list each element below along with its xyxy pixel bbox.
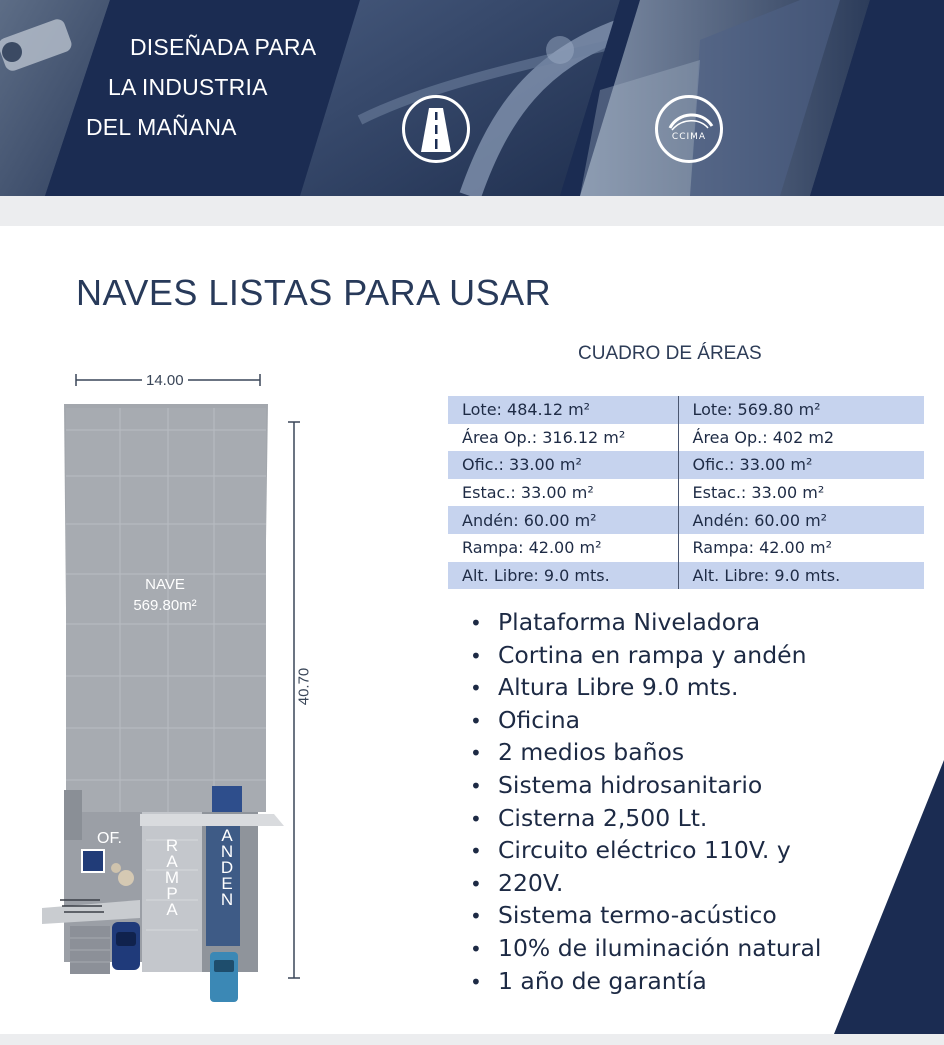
footer-band bbox=[0, 1034, 944, 1045]
feature-text: Altura Libre 9.0 mts. bbox=[498, 673, 739, 702]
road-icon bbox=[402, 95, 470, 163]
table-cell-right: Alt. Libre: 9.0 mts. bbox=[678, 562, 924, 590]
list-item bbox=[470, 867, 821, 900]
bullet-icon: • bbox=[470, 839, 482, 864]
bullet-icon: • bbox=[470, 773, 482, 798]
anden-letter: A bbox=[221, 826, 233, 845]
list-item bbox=[470, 834, 821, 867]
table-row bbox=[448, 396, 924, 424]
list-item bbox=[470, 802, 821, 835]
bullet-icon: • bbox=[470, 611, 482, 635]
feature-text: Cisterna 2,500 Lt. bbox=[498, 803, 708, 832]
table-row bbox=[448, 424, 924, 452]
feature-text: 1 año de garantía bbox=[498, 966, 707, 995]
anden-letter: N bbox=[220, 890, 234, 909]
rampa-letter: A bbox=[166, 852, 178, 871]
table-cell-right: Ofic.: 33.00 m² bbox=[678, 451, 924, 479]
feature-text: Cortina en rampa y andén bbox=[498, 640, 807, 669]
feature-text: Oficina bbox=[498, 705, 581, 734]
table-cell-left: Área Op.: 316.12 m² bbox=[448, 424, 678, 452]
table-row bbox=[448, 506, 924, 534]
list-item bbox=[470, 736, 821, 769]
ccima-logo bbox=[655, 95, 723, 163]
list-item bbox=[470, 606, 821, 639]
table-cell-right: Lote: 569.80 m² bbox=[678, 396, 924, 424]
table-cell-right: Andén: 60.00 m² bbox=[678, 506, 924, 534]
floor-plan bbox=[0, 360, 320, 1010]
table-cell-right: Estac.: 33.00 m² bbox=[692, 483, 825, 503]
bullet-icon: • bbox=[470, 904, 482, 929]
rampa-letter: P bbox=[166, 884, 178, 903]
page-title: NAVES LISTAS PARA USAR bbox=[76, 272, 552, 313]
anden-label bbox=[217, 828, 237, 908]
table-cell-left: Lote: 484.12 m² bbox=[448, 396, 678, 424]
header-banner bbox=[0, 0, 944, 196]
tagline-line-2: LA INDUSTRIA bbox=[108, 74, 268, 100]
areas-table bbox=[448, 396, 924, 589]
bullet-icon: • bbox=[470, 643, 482, 668]
table-cell-left: Alt. Libre: 9.0 mts. bbox=[448, 562, 678, 590]
corner-decoration bbox=[834, 760, 944, 1034]
anden-letter: N bbox=[220, 842, 234, 861]
list-item bbox=[470, 932, 821, 965]
table-cell-right: Área Op.: 402 m2 bbox=[692, 427, 835, 447]
table-row bbox=[448, 451, 924, 479]
table-cell-left: Estac.: 33.00 m² bbox=[448, 479, 678, 507]
rampa-letter: A bbox=[166, 900, 178, 919]
table-row bbox=[448, 479, 924, 507]
list-item bbox=[470, 769, 821, 802]
list-item bbox=[470, 704, 821, 737]
width-dimension: 14.00 bbox=[142, 372, 188, 389]
bullet-icon: • bbox=[470, 741, 482, 766]
rampa-label bbox=[162, 838, 182, 918]
bullet-icon: • bbox=[470, 676, 482, 701]
nave-label bbox=[110, 574, 220, 616]
areas-table-title: CUADRO DE ÁREAS bbox=[578, 343, 762, 364]
nave-area: 569.80m² bbox=[133, 597, 197, 614]
anden-letter: D bbox=[220, 858, 234, 877]
feature-text: 220V. bbox=[498, 868, 564, 897]
feature-text: Sistema termo-acústico bbox=[498, 901, 777, 930]
feature-text: Circuito eléctrico 110V. y bbox=[498, 836, 791, 865]
list-item bbox=[470, 965, 821, 998]
list-item bbox=[470, 671, 821, 704]
bullet-icon: • bbox=[470, 871, 482, 896]
bullet-icon: • bbox=[470, 969, 482, 994]
bullet-icon: • bbox=[470, 708, 482, 733]
features-list bbox=[470, 606, 821, 997]
tagline-line-3: DEL MAÑANA bbox=[86, 114, 237, 140]
table-row bbox=[448, 562, 924, 590]
office-label: OF. bbox=[97, 830, 122, 847]
table-cell-left: Rampa: 42.00 m² bbox=[448, 534, 678, 562]
list-item bbox=[470, 639, 821, 672]
rampa-letter: M bbox=[164, 868, 180, 887]
table-cell-left: Andén: 60.00 m² bbox=[448, 506, 678, 534]
tagline-line-1: DISEÑADA PARA bbox=[130, 34, 317, 60]
anden-letter: E bbox=[221, 874, 233, 893]
bullet-icon: • bbox=[470, 806, 482, 831]
table-cell-left: Ofic.: 33.00 m² bbox=[448, 451, 678, 479]
feature-text: 10% de iluminación natural bbox=[498, 933, 822, 962]
floor-plan-drawing bbox=[0, 360, 320, 1010]
nave-name: NAVE bbox=[145, 576, 185, 593]
feature-text: 2 medios baños bbox=[498, 738, 685, 767]
rampa-letter: R bbox=[165, 836, 179, 855]
logo-text: CCIMA bbox=[671, 132, 707, 142]
bullet-icon: • bbox=[470, 936, 482, 961]
table-cell-right: Rampa: 42.00 m² bbox=[692, 538, 832, 558]
list-item bbox=[470, 899, 821, 932]
feature-text: Sistema hidrosanitario bbox=[498, 770, 763, 799]
height-dimension: 40.70 bbox=[295, 667, 313, 706]
separator-band bbox=[0, 196, 944, 226]
feature-text: Plataforma Niveladora bbox=[498, 608, 761, 636]
table-row bbox=[448, 534, 924, 562]
